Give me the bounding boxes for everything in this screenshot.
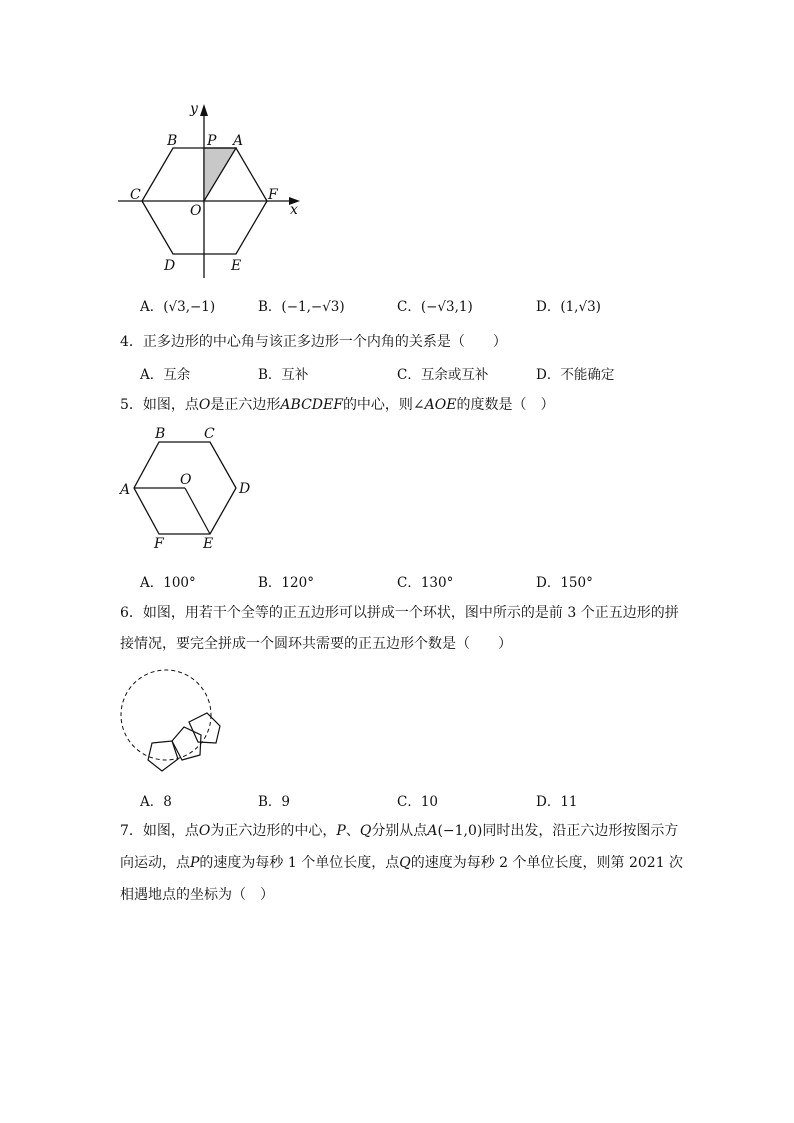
q6-figure xyxy=(112,662,237,777)
option-value: 150° xyxy=(560,575,593,591)
q4-stem: 4．正多边形的中心角与该正多边形一个内角的关系是（ ） xyxy=(120,334,507,350)
q5-stem xyxy=(120,394,554,414)
option-value: 互补 xyxy=(281,367,309,383)
stem-var: O xyxy=(198,397,211,413)
q3-figure xyxy=(110,96,310,286)
y-axis-arrow xyxy=(200,104,208,116)
stem-var: ABCDEF xyxy=(280,397,343,413)
label-b: B xyxy=(155,426,166,442)
option-letter: C． xyxy=(397,575,421,591)
q5-option-d[interactable] xyxy=(536,571,593,591)
q4-option-d[interactable] xyxy=(536,363,614,383)
q3-option-c[interactable] xyxy=(397,295,473,315)
stem-var: A xyxy=(427,823,438,839)
stem-text: 5．如图，点 xyxy=(120,397,199,413)
option-letter: B． xyxy=(258,299,282,315)
label-o: O xyxy=(180,472,192,488)
pentagon-1 xyxy=(148,741,178,771)
stem-var: P xyxy=(336,823,346,839)
q6-stem-line1: 6．如图，用若干个全等的正五边形可以拼成一个环状，图中所示的是前 3 个正五边形的拼 xyxy=(120,605,679,621)
option-value: 100° xyxy=(163,575,196,591)
option-value: 互余 xyxy=(163,367,191,383)
label-y: y xyxy=(190,101,198,117)
label-b: B xyxy=(167,133,178,149)
option-value: (−√3,1) xyxy=(420,299,473,315)
label-f: F xyxy=(154,536,164,552)
label-d: D xyxy=(239,481,251,497)
q5-option-a[interactable] xyxy=(140,571,196,591)
label-e: E xyxy=(203,536,214,552)
q6-option-c[interactable] xyxy=(397,790,438,810)
option-value: 互余或互补 xyxy=(420,367,489,383)
option-value: 不能确定 xyxy=(560,367,615,383)
q7-stem-line3: 相遇地点的坐标为（ ） xyxy=(120,887,274,903)
option-letter: A． xyxy=(140,299,164,315)
stem-text: 的速度为每秒 1 个单位长度，点 xyxy=(199,855,400,871)
q7-stem-line1 xyxy=(120,820,678,840)
option-value: (√3,−1) xyxy=(163,299,216,315)
option-letter: A． xyxy=(140,575,164,591)
q5-figure xyxy=(115,424,260,554)
option-value: 10 xyxy=(420,794,439,810)
stem-var: P xyxy=(190,855,200,871)
option-letter: D． xyxy=(536,794,561,810)
stem-text: 的度数是（ ） xyxy=(456,397,555,413)
stem-text: 向运动，点 xyxy=(120,855,190,871)
option-value: 130° xyxy=(420,575,454,591)
stem-var: AOE xyxy=(424,397,457,413)
q5-option-c[interactable] xyxy=(397,571,453,591)
label-e: E xyxy=(231,258,242,274)
stem-text: 是正六边形 xyxy=(210,397,281,413)
stem-text: 7．如图，点 xyxy=(120,823,199,839)
label-c: C xyxy=(204,426,215,442)
dashed-ring-circle xyxy=(121,670,211,760)
option-letter: D． xyxy=(536,367,561,383)
stem-var: Q xyxy=(359,823,372,839)
q3-option-a[interactable] xyxy=(140,295,215,315)
label-c: C xyxy=(130,187,141,203)
q5-option-b[interactable] xyxy=(258,571,314,591)
option-letter: D． xyxy=(536,299,561,315)
option-letter: B． xyxy=(258,794,282,810)
option-letter: C． xyxy=(397,794,421,810)
option-value: 9 xyxy=(281,794,291,810)
stem-text: 为正六边形的中心， xyxy=(210,823,337,839)
segment-oe xyxy=(185,488,210,534)
option-letter: B． xyxy=(258,367,282,383)
stem-text: 的中心，则∠ xyxy=(342,397,425,413)
option-letter: D． xyxy=(536,575,561,591)
option-value: 8 xyxy=(163,794,172,810)
option-letter: A． xyxy=(140,367,164,383)
q7-stem-line2 xyxy=(120,852,683,872)
q4-option-c[interactable] xyxy=(397,363,488,383)
q4-option-b[interactable] xyxy=(258,363,308,383)
q4-option-a[interactable] xyxy=(140,363,190,383)
option-value: 120° xyxy=(281,575,314,591)
option-letter: A． xyxy=(140,794,164,810)
q6-option-a[interactable] xyxy=(140,790,172,810)
label-p: P xyxy=(207,133,217,149)
stem-var: Q xyxy=(399,855,411,871)
label-a: A xyxy=(233,133,244,149)
option-letter: C． xyxy=(397,367,421,383)
label-d: D xyxy=(164,258,176,274)
stem-var: O xyxy=(198,823,211,839)
option-letter: C． xyxy=(397,299,421,315)
stem-text: 分别从点 xyxy=(371,823,428,839)
q3-option-b[interactable] xyxy=(258,295,345,315)
q3-option-d[interactable] xyxy=(536,295,601,315)
q6-option-b[interactable] xyxy=(258,790,290,810)
label-o: O xyxy=(190,203,202,219)
option-value: (1,√3) xyxy=(560,299,601,315)
label-x: x xyxy=(290,202,298,218)
option-letter: B． xyxy=(258,575,282,591)
option-value: (−1,−√3) xyxy=(281,299,345,315)
stem-text: 的速度为每秒 2 个单位长度，则第 2021 次 xyxy=(410,855,684,871)
stem-text: 同时出发，沿正六边形按图示方 xyxy=(482,823,679,839)
label-f: F xyxy=(268,187,278,203)
q6-option-d[interactable] xyxy=(536,790,578,810)
stem-coord: (−1,0) xyxy=(437,823,483,839)
q6-stem-line2: 接情况，要完全拼成一个圆环共需要的正五边形个数是（ ） xyxy=(120,636,512,652)
option-value: 11 xyxy=(560,794,578,810)
label-a: A xyxy=(120,482,131,498)
stem-text: 、 xyxy=(345,823,360,839)
